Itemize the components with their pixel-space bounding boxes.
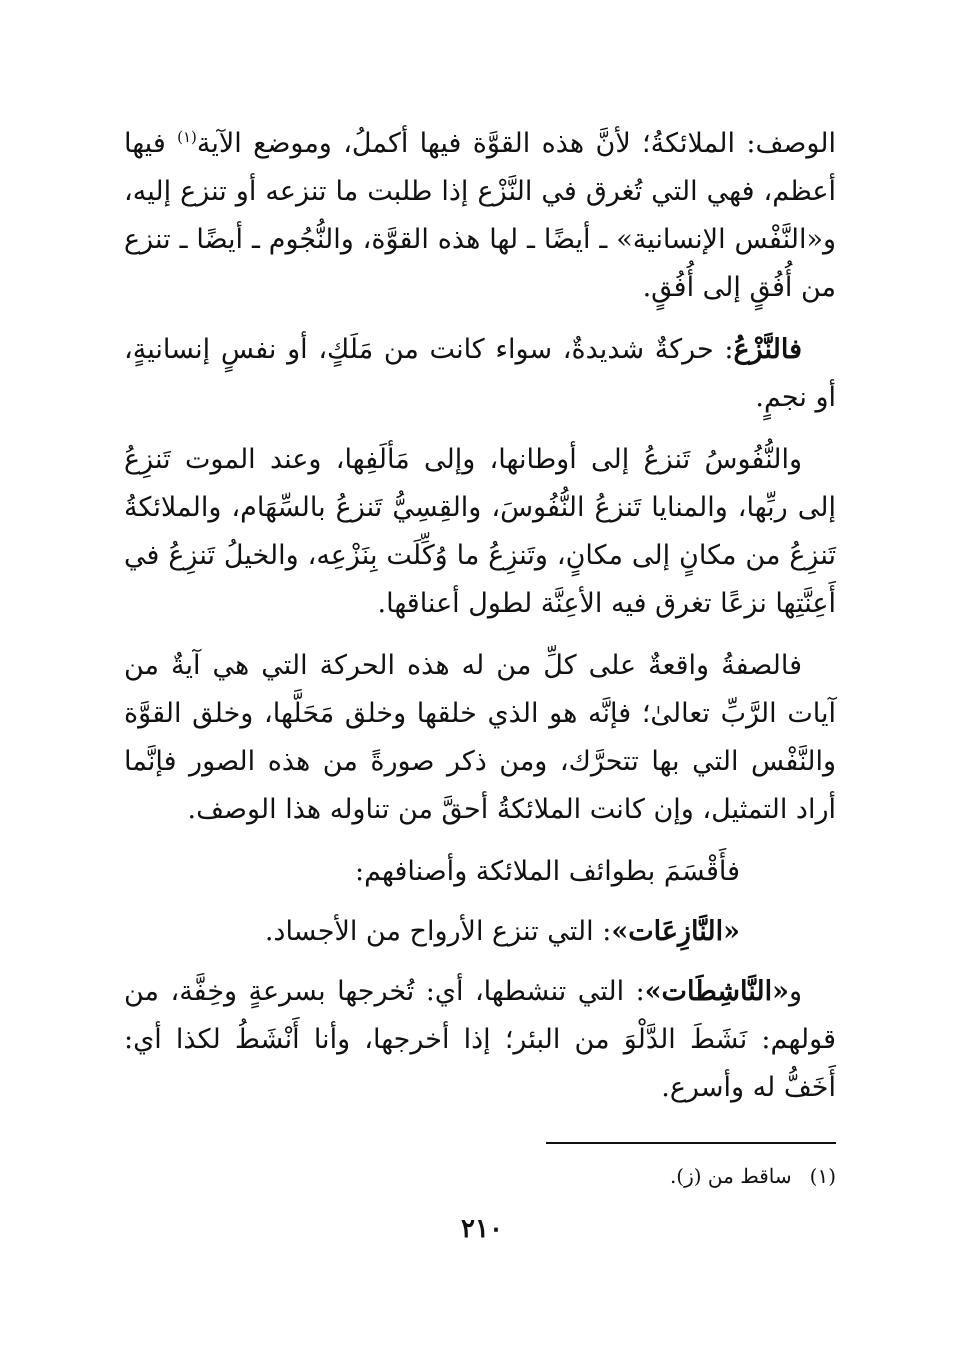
paragraph-6 [124,908,836,956]
footnote-text: ساقط من (ز). [669,1164,792,1188]
term-nashitat: «النَّاشِطَات» [644,976,789,1007]
paragraph-7-text: : التي تنشطها، أي: تُخرجها بسرعةٍ وخِفَّة، من قولهم: نَشَطَ الدَّلْوَ من البئر؛ إذا أخرجها، وأنا أَنْشَطُ لكذا أي: أَخَفُّ له وأسرع. [124,976,836,1103]
paragraph-5: فأَقْسَمَ بطوائف الملائكة وأصنافهم: [354,856,740,887]
footnote [436,1160,836,1192]
footnote-reference: (١) [177,128,197,146]
paragraph-6-text: : التي تنزع الأرواح من الأجساد. [264,916,612,947]
term-nazaa: فالنَّزْعُ [733,334,802,365]
paragraph-1 [124,120,836,312]
paragraph-3: والنُّفُوسُ تَنزعُ إلى أوطانها، وإلى مَألَفِها، وعند الموت تَنزِعُ إلى ربِّها، والمنايا تَنزعُ النُّفُوسَ، والقِسِيُّ تَنزعُ بالسِّهَام، والملائكةُ تَنزِعُ من مكانٍ إلى مكانٍ، وتَنزِعُ ما وُكِّلَت بِنَزْعِه، والخيلُ تَنزِعُ في أَعِنَّتِها نزعًا تغرق فيه الأعِنَّة لطول أعناقها. [124,444,836,619]
footnote-divider [546,1142,836,1144]
paragraph-7-prefix: و [788,976,802,1007]
footnote-number: (١) [809,1164,836,1188]
paragraph-7 [124,968,836,1112]
paragraph-4: فالصفةُ واقعةٌ على كلِّ من له هذه الحركة التي هي آيةٌ من آيات الرَّبِّ تعالىٰ؛ فإنَّه هو الذي خلقها وخلق مَحَلَّها، وخلق القوَّة والنَّفْس التي بها تتحرَّك، ومن ذكر صورةً من هذه الصور فإنَّما أراد التمثيل، وإن كانت الملائكةُ أحقَّ من تناوله هذا الوصف. [124,650,836,825]
page-body [124,120,836,1126]
paragraph-2-text: : حركةٌ شديدةٌ، سواء كانت من مَلَكٍ، أو نفسٍ إنسانيةٍ، أو نجمٍ. [124,334,836,413]
paragraph-1-text-a: الوصف: الملائكةُ؛ لأنَّ هذه القوَّة فيها أكملُ، وموضع الآية [196,128,836,159]
term-naziat: «النَّازِعَات» [611,916,740,947]
paragraph-2 [124,326,836,422]
page-number: ٢١٠ [461,1214,503,1244]
paragraph-1-text-b: فيها أعظم، فهي التي تُغرق في النَّزْع إذا طلبت ما تنزعه أو تنزع إليه، و«النَّفْس الإنسانية» ـ أيضًا ـ لها هذه القوَّة، والنُّجُوم ـ أيضًا ـ تنزع من أُفُقٍ إلى أُفُقٍ. [124,128,836,303]
